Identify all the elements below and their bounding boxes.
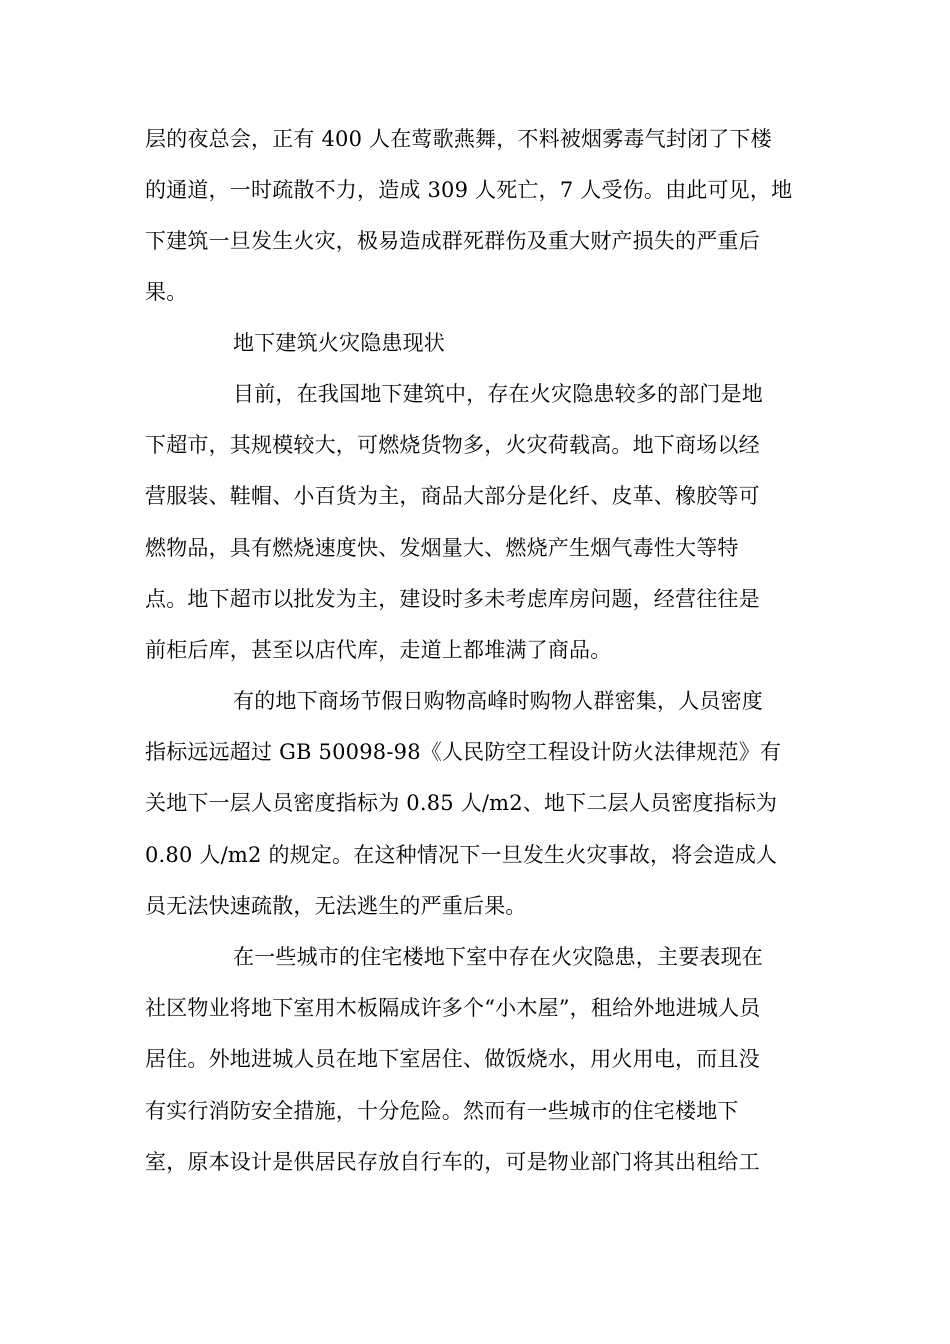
paragraph-4-line-1: 有的地下商场节假日购物高峰时购物人群密集，人员密度 bbox=[233, 689, 763, 713]
paragraph-5-line-1: 在一些城市的住宅楼地下室中存在火灾隐患，主要表现在 bbox=[233, 945, 763, 969]
paragraph-5-line-4: 有实行消防安全措施，十分危险。然而有一些城市的住宅楼地下 bbox=[145, 1099, 739, 1123]
paragraph-4-line-4: 0.80 人/m2 的规定。在这种情况下一旦发生火灾事故，将会造成人 bbox=[145, 843, 778, 867]
paragraph-3-line-5: 点。地下超市以批发为主，建设时多未考虑库房问题，经营往往是 bbox=[145, 587, 760, 611]
paragraph-4-line-5: 员无法快速疏散，无法逃生的严重后果。 bbox=[145, 894, 527, 918]
paragraph-1-line-3: 下建筑一旦发生火灾，极易造成群死群伤及重大财产损失的严重后 bbox=[145, 229, 760, 253]
paragraph-3-line-4: 燃物品，具有燃烧速度快、发烟量大、燃烧产生烟气毒性大等特 bbox=[145, 536, 739, 560]
paragraph-5-line-2: 社区物业将地下室用木板隔成许多个“小木屋”，租给外地进城人员 bbox=[145, 996, 761, 1020]
paragraph-1-line-1: 层的夜总会，正有 400 人在莺歌燕舞，不料被烟雾毒气封闭了下楼 bbox=[145, 127, 772, 151]
section-heading: 地下建筑火灾隐患现状 bbox=[233, 331, 445, 355]
paragraph-5-line-3: 居住。外地进城人员在地下室居住、做饭烧水，用火用电，而且没 bbox=[145, 1047, 760, 1071]
paragraph-4-line-3: 关地下一层人员密度指标为 0.85 人/m2、地下二层人员密度指标为 bbox=[145, 791, 778, 815]
paragraph-3-line-1: 目前，在我国地下建筑中，存在火灾隐患较多的部门是地 bbox=[233, 382, 763, 406]
paragraph-3-line-6: 前柜后库，甚至以店代库，走道上都堆满了商品。 bbox=[145, 638, 612, 662]
paragraph-5-line-5: 室，原本设计是供居民存放自行车的，可是物业部门将其出租给工 bbox=[145, 1150, 760, 1174]
paragraph-1-line-4: 果。 bbox=[145, 280, 188, 304]
paragraph-1-line-2: 的通道，一时疏散不力，造成 309 人死亡，7 人受伤。由此可见，地 bbox=[145, 178, 793, 202]
paragraph-4-line-2: 指标远远超过 GB 50098-98《人民防空工程设计防火法律规范》有 bbox=[145, 740, 782, 764]
paragraph-3-line-3: 营服装、鞋帽、小百货为主，商品大部分是化纤、皮革、橡胶等可 bbox=[145, 484, 760, 508]
paragraph-3-line-2: 下超市，其规模较大，可燃烧货物多，火灾荷载高。地下商场以经 bbox=[145, 433, 760, 457]
